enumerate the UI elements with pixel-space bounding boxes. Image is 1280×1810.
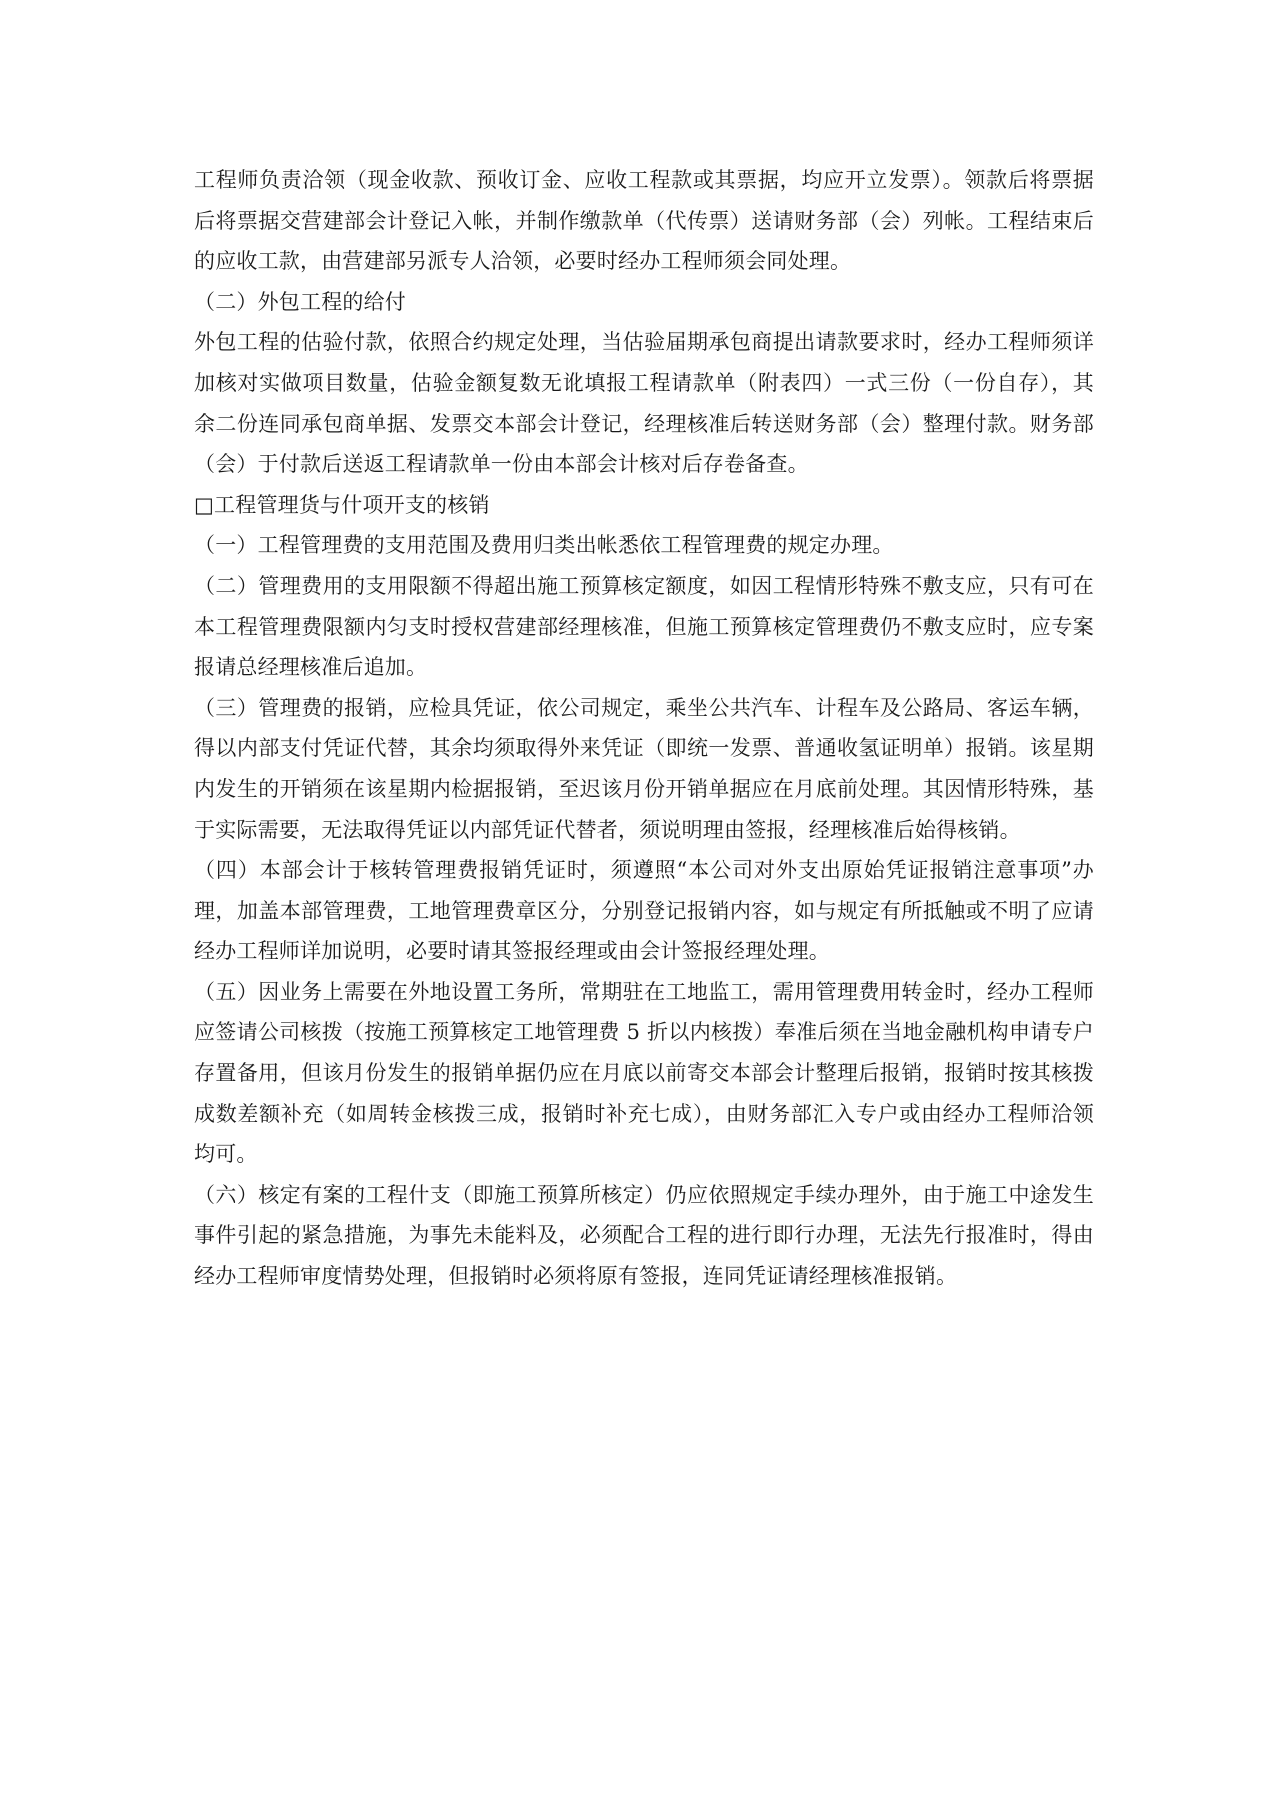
section-title-subcontract-payment: （二）外包工程的给付 (194, 289, 406, 314)
paragraph-collection-procedure: 工程师负责洽领（现金收款、预收订金、应收工程款或其票据，均应开立发票）。领款后将票据后将票据交营建部会计登记入帐，并制作缴款单（代传票）送请财务部（会）列帐。工程结束后的应收工款，由营建部另派专人洽领，必要时经办工程师须会同处理。 (194, 168, 1094, 274)
section-heading-expense-writeoff: □工程管理货与什项开支的核销 (194, 492, 490, 517)
document-body (194, 160, 1094, 1297)
list-item-4: （四）本部会计于核转管理费报销凭证时，须遵照“本公司对外支出原始凭证报销注意事项”办理，加盖本部管理费，工地管理费章区分，分别登记报销内容，如与规定有所抵触或不明了应请经办工程师详加说明，必要时请其签报经理或由会计签报经理处理。 (194, 858, 1094, 964)
list-item-3: （三）管理费的报销，应检具凭证，依公司规定，乘坐公共汽车、计程车及公路局、客运车辆，得以内部支付凭证代替，其余均须取得外来凭证（即统一发票、普通收氢证明单）报销。该星期内发生的开销须在该星期内检据报销，至迟该月份开销单据应在月底前处理。其因情形特殊，基于实际需要，无法取得凭证以内部凭证代替者，须说明理由签报，经理核准后始得核销。 (194, 695, 1094, 842)
list-item-6: （六）核定有案的工程什支（即施工预算所核定）仍应依照规定手续办理外，由于施工中途发生事件引起的紧急措施，为事先未能料及，必须配合工程的进行即行办理，无法先行报准时，得由经办工程师审度情势处理，但报销时必须将原有签报，连同凭证请经理核准报销。 (194, 1182, 1094, 1289)
paragraph-subcontract-payment: 外包工程的估验付款，依照合约规定处理，当估验届期承包商提出请款要求时，经办工程师须详加核对实做项目数量，估验金额复数无讹填报工程请款单（附表四）一式三份（一份自存），其余二份连同承包商单据、发票交本部会计登记，经理核准后转送财务部（会）整理付款。财务部（会）于付款后送返工程请款单一份由本部会计核对后存卷备查。 (194, 330, 1094, 477)
list-item-1: （一）工程管理费的支用范围及费用归类出帐悉依工程管理费的规定办理。 (194, 533, 894, 558)
list-item-5: （五）因业务上需要在外地设置工务所，常期驻在工地监工，需用管理费用转金时，经办工程师应签请公司核拨（按施工预算核定工地管理费 5 折以内核拨）奉准后须在当地金融机构申请专户存置备用，但该月份发生的报销单据仍应在月底以前寄交本部会计整理后报销，报销时按其核拨成数差额补充（如周转金核拨三成，报销时补充七成），由财务部汇入专户或由经办工程师洽领均可。 (194, 979, 1094, 1167)
list-item-2: （二）管理费用的支用限额不得超出施工预算核定额度，如因工程情形特殊不敷支应，只有可在本工程管理费限额内匀支时授权营建部经理核准，但施工预算核定管理费仍不敷支应时，应专案报请总经理核准后追加。 (194, 573, 1094, 680)
